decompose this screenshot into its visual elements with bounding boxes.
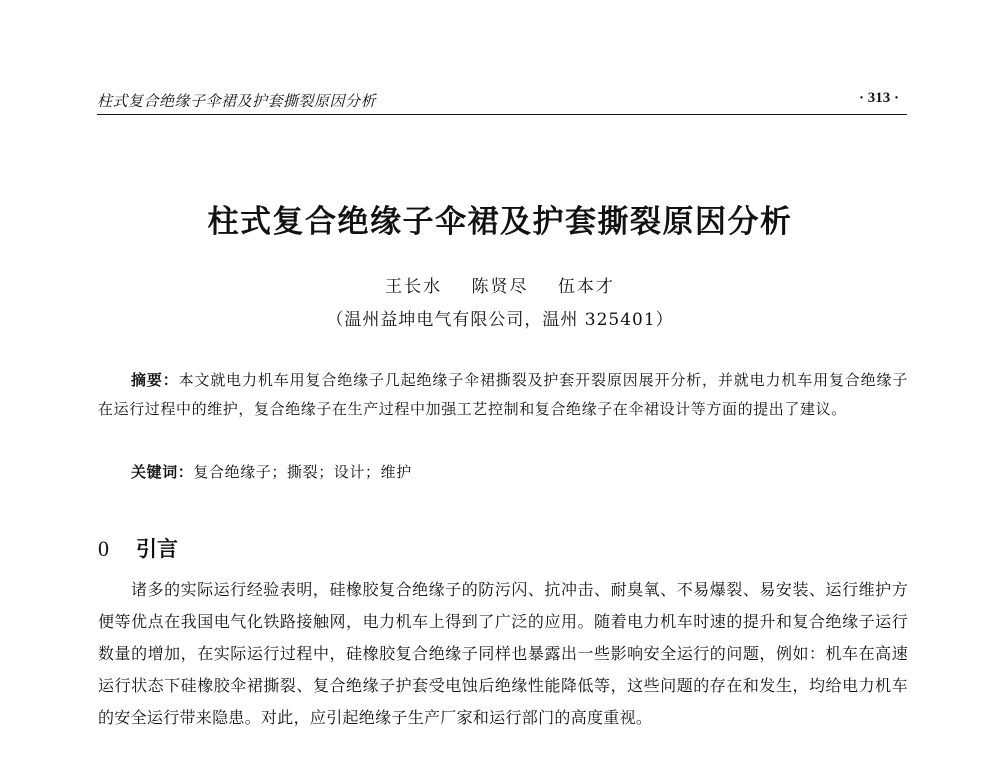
running-title: 柱式复合绝缘子伞裙及护套撕裂原因分析 — [97, 92, 377, 110]
introduction-paragraph: 诸多的实际运行经验表明，硅橡胶复合绝缘子的防污闪、抗冲击、耐臭氧、不易爆裂、易安装、运行维护方便等优点在我国电气化铁路接触网，电力机车上得到了广泛的应用。随着电力机车时速的提升和复合绝缘子运行数量的增加，在实际运行过程中，硅橡胶复合绝缘子同样也暴露出一些影响安全运行的问题，例如：机车在高速运行状态下硅橡胶伞裙撕裂、复合绝缘子护套受电蚀后绝缘性能降低等，这些问题的存在和发生，均给电力机车的安全运行带来隐患。对此，应引起绝缘子生产厂家和运行部门的高度重视。 — [98, 580, 908, 727]
section-heading — [98, 533, 178, 563]
abstract — [98, 366, 908, 424]
page-number: · 313 · — [858, 90, 899, 106]
section-number: 0 — [98, 536, 109, 561]
keywords-text: 复合绝缘子；撕裂；设计；维护 — [193, 463, 412, 481]
abstract-text: 本文就电力机车用复合绝缘子几起绝缘子伞裙撕裂及护套开裂原因展开分析，并就电力机车用复合绝缘子在运行过程中的维护，复合绝缘子在生产过程中加强工艺控制和复合绝缘子在伞裙设计等方面的提出了建议。 — [98, 371, 908, 418]
keywords — [131, 461, 412, 482]
author-affiliation: （温州益坤电气有限公司，温州 325401） — [326, 310, 674, 330]
running-header — [97, 88, 907, 115]
abstract-label: 摘要： — [131, 371, 179, 389]
author-list: 王长水 陈贤尽 伍本才 — [385, 277, 615, 297]
keywords-label: 关键词： — [131, 463, 194, 481]
paper-title: 柱式复合绝缘子伞裙及护套撕裂原因分析 — [207, 204, 793, 240]
section-title: 引言 — [136, 537, 178, 561]
